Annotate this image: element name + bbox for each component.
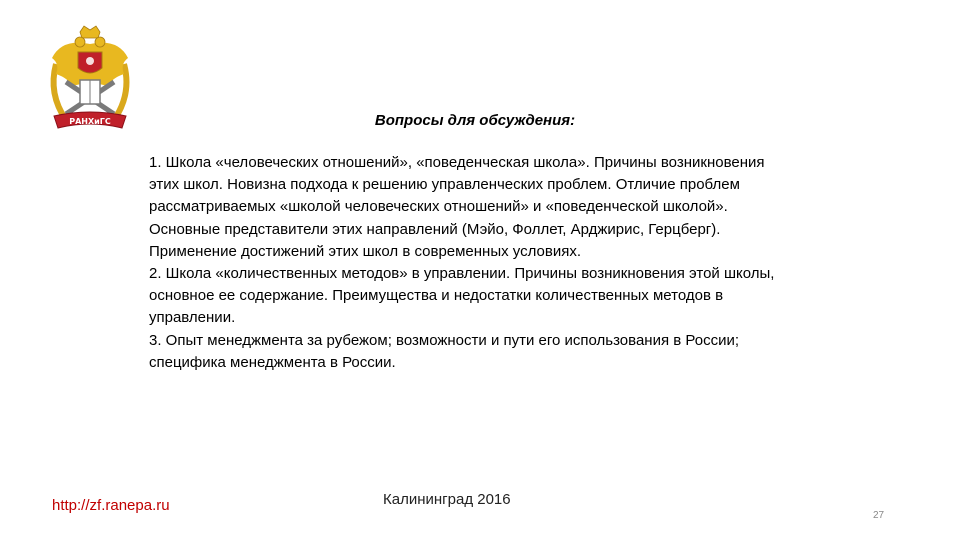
page-number: 27: [873, 510, 885, 521]
discussion-questions: [149, 152, 789, 374]
question-1: 1. Школа «человеческих отношений», «поведенческая школа». Причины возникновения этих школ. Новизна подхода к решению управленческих проблем. Отличие проблем рассматриваемых «школой человеческих отношений» и «поведенческой школой». Основные представители этих направлений (Мэйо, Фоллет, Арджирис, Герцберг). Применение достижений этих школ в современных условиях.: [149, 154, 765, 260]
question-2: 2. Школа «количественных методов» в управлении. Причины возникновения этой школы, основное ее содержание. Преимущества и недостатки количественных методов в управлении.: [149, 265, 775, 327]
ranepa-emblem-icon: [42, 24, 138, 136]
slide-title: Вопросы для обсуждения:: [374, 112, 576, 129]
emblem-ribbon-text: РАНХиГС: [69, 117, 111, 126]
website-link[interactable]: http://zf.ranepa.ru: [52, 497, 170, 514]
question-3: 3. Опыт менеджмента за рубежом; возможности и пути его использования в России; специфика менеджмента в России.: [149, 331, 739, 371]
footer-city-year: Калининград 2016: [383, 491, 511, 508]
